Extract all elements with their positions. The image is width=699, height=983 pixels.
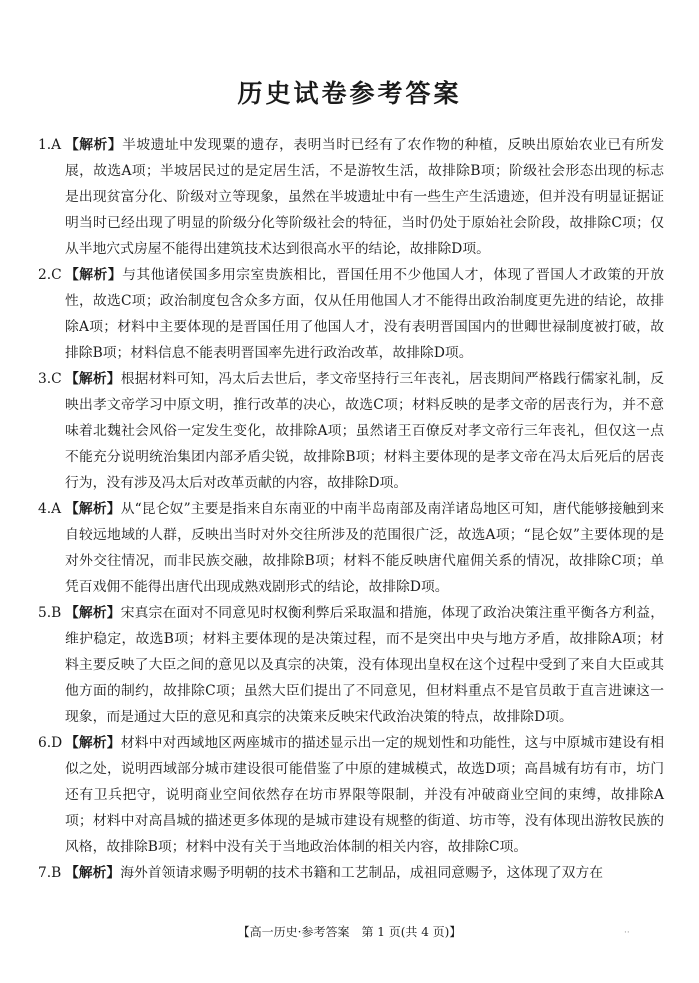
analysis-tag: 【解析】 [65, 267, 123, 283]
answer-choice: A [51, 137, 62, 153]
answer-number: 1. [38, 137, 52, 153]
answer-choice: D [51, 735, 63, 751]
answer-choice: C [51, 371, 62, 387]
answer-choice: A [51, 501, 62, 517]
answer-item [38, 730, 664, 860]
analysis-tag: 【解析】 [65, 865, 121, 881]
answer-item [38, 600, 664, 730]
answer-number: 4. [38, 501, 52, 517]
answer-text: 根据材料可知，冯太后去世后，孝文帝坚持行三年丧礼，居丧期间严格践行儒家礼制，反映出孝文帝学习中原文明，推行改革的决心，故选C项；材料反映的是孝文帝的居丧行为，并不意味着北魏社会风俗一定发生变化，故排除A项；虽然诸王百僚反对孝文帝行三年丧礼，但仅这一点不能充分说明统治集团内部矛盾尖锐，故排除B项；材料主要体现的是孝文帝在冯太后死后的居丧行为，没有涉及冯太后对改革贡献的内容，故排除D项。 [65, 371, 664, 491]
analysis-tag: 【解析】 [65, 501, 121, 517]
answer-text: 与其他诸侯国多用宗室贵族相比，晋国任用不少他国人才，体现了晋国人才政策的开放性，故选C项；政治制度包含众多方面，仅从任用他国人才不能得出政治制度更先进的结论，故排除A项；材料中主要体现的是晋国任用了他国人才，没有表明晋国国内的世卿世禄制度被打破，故排除B项；材料信息不能表明晋国率先进行政治改革，故排除D项。 [65, 267, 664, 361]
analysis-tag: 【解析】 [65, 605, 121, 621]
answer-number: 5. [38, 605, 52, 621]
answer-item [38, 366, 664, 496]
answer-text: 从“昆仑奴”主要是指来自东南亚的中南半岛南部及南洋诸岛地区可知，唐代能够接触到来自较远地域的人群，反映出当时对外交往所涉及的范围很广泛，故选A项；“昆仑奴”主要体现的是对外交往情况，而非民族交融，故排除B项；材料不能反映唐代雇佣关系的情况，故排除C项；单凭百戏佣不能得出唐代出现成熟戏剧形式的结论，故排除D项。 [65, 501, 665, 595]
page-title: 历史试卷参考答案 [237, 79, 462, 108]
answer-number: 3. [38, 371, 52, 387]
analysis-tag: 【解析】 [65, 371, 121, 387]
answer-number: 2. [38, 267, 52, 283]
answer-text: 宋真宗在面对不同意见时权衡利弊后采取温和措施，体现了政治决策注重平衡各方利益，维护稳定，故选B项；材料主要体现的是决策过程，而不是突出中央与地方矛盾，故排除A项；材料主要反映了大臣之间的意见以及真宗的决策，没有体现出皇权在这个过程中受到了来自大臣或其他方面的制约，故排除C项；虽然大臣们提出了不同意见，但材料重点不是官员敢于直言进谏这一现象，而是通过大臣的意见和真宗的决策来反映宋代政治决策的特点，故排除D项。 [65, 605, 664, 725]
answer-choice: B [51, 605, 62, 621]
answer-item [38, 132, 664, 262]
answer-text: 海外首领请求赐予明朝的技术书籍和工艺制品，成祖同意赐予，这体现了双方在 [120, 865, 604, 881]
analysis-tag: 【解析】 [65, 735, 121, 751]
answer-choice: C [51, 267, 62, 283]
answer-item [38, 496, 664, 600]
answer-choice: B [51, 865, 62, 881]
answer-text: 半坡遗址中发现粟的遗存，表明当时已经有了农作物的种植，反映出原始农业已有所发展，故选A项；半坡居民过的是定居生活，不是游牧生活，故排除B项；阶级社会形态出现的标志是出现贫富分化、阶级对立等现象，虽然在半坡遗址中有一些生产生活遗迹，但并没有明显证据证明当时已经出现了明显的阶级分化等阶级社会的特征，当时仍处于原始社会阶段，故排除C项；仅从半地穴式房屋不能得出建筑技术达到很高水平的结论，故排除D项。 [65, 137, 664, 257]
analysis-tag: 【解析】 [65, 137, 123, 153]
answer-item [38, 262, 664, 366]
corner-mark: ·· [624, 928, 630, 938]
page-footer: 【高一历史·参考答案 第 1 页(共 4 页)】 [237, 925, 462, 939]
answer-number: 6. [38, 735, 52, 751]
answer-text: 材料中对西域地区两座城市的描述显示出一定的规划性和功能性，这与中原城市建设有相似之处，说明西域部分城市建设很可能借鉴了中原的建城模式，故选D项；高昌城有坊有市，坊门还有卫兵把守，说明商业空间依然存在坊市界限等限制，并没有冲破商业空间的束缚，故排除A项；材料中对高昌城的描述更多体现的是城市建设有规整的街道、坊市等，没有体现出游牧民族的风格，故排除B项；材料中没有关于当地政治体制的相关内容，故排除C项。 [65, 735, 664, 855]
answer-item [38, 860, 664, 886]
answer-list [38, 132, 664, 886]
answer-number: 7. [38, 865, 52, 881]
